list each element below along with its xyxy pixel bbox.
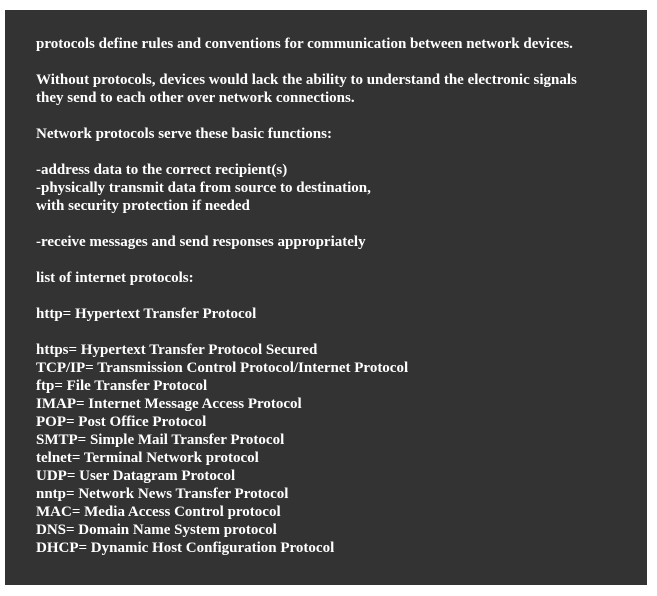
without-protocols-text-line-1: Without protocols, devices would lack the ability to understand the electronic signals (36, 72, 577, 88)
protocol-item-nntp: nntp= Network News Transfer Protocol (36, 486, 289, 502)
protocol-item-dns: DNS= Domain Name System protocol (36, 522, 277, 538)
protocol-list-heading: list of internet protocols: (36, 270, 194, 286)
spacer (36, 107, 637, 125)
protocol-item-tcpip: TCP/IP= Transmission Control Protocol/Internet Protocol (36, 360, 409, 376)
intro-text: protocols define rules and conventions for communication between network devices. (36, 36, 573, 52)
protocol-item-telnet: telnet= Terminal Network protocol (36, 450, 259, 466)
spacer (36, 287, 637, 305)
spacer (36, 215, 637, 233)
protocol-item-ftp: ftp= File Transfer Protocol (36, 378, 208, 394)
protocol-item-dhcp: DHCP= Dynamic Host Configuration Protocol (36, 540, 335, 556)
function-item-address: -address data to the correct recipient(s) (36, 162, 288, 178)
protocol-item-smtp: SMTP= Simple Mail Transfer Protocol (36, 432, 285, 448)
protocol-item-udp: UDP= User Datagram Protocol (36, 468, 236, 484)
without-protocols-text-line-2: they send to each other over network connections. (36, 90, 355, 106)
protocol-item-mac: MAC= Media Access Control protocol (36, 504, 281, 520)
text-panel (5, 10, 647, 585)
function-item-receive: -receive messages and send responses appropriately (36, 234, 366, 250)
spacer (36, 53, 637, 71)
spacer (36, 251, 637, 269)
spacer (36, 323, 637, 341)
spacer (36, 143, 637, 161)
functions-heading: Network protocols serve these basic functions: (36, 126, 332, 142)
protocol-item-https: https= Hypertext Transfer Protocol Secured (36, 342, 318, 358)
protocol-item-imap: IMAP= Internet Message Access Protocol (36, 396, 302, 412)
function-item-transmit-continued: with security protection if needed (36, 198, 250, 214)
function-item-transmit: -physically transmit data from source to destination, (36, 180, 371, 196)
protocol-item-http: http= Hypertext Transfer Protocol (36, 306, 257, 322)
protocol-item-pop: POP= Post Office Protocol (36, 414, 207, 430)
